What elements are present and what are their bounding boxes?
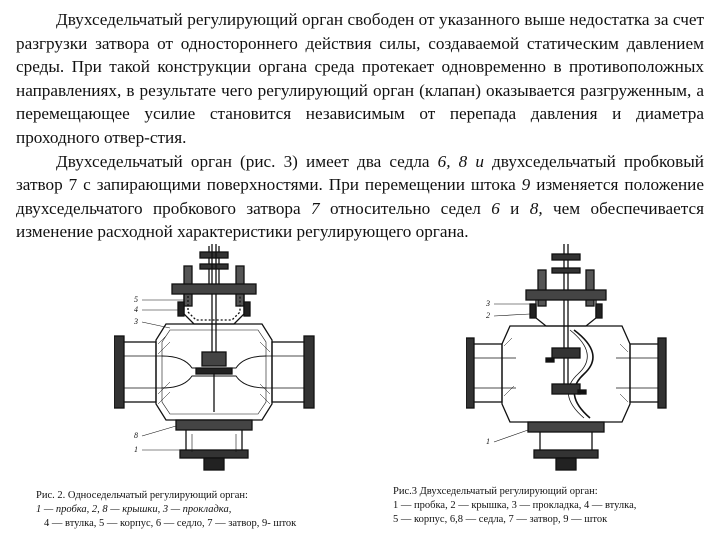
callout-label: 5 <box>134 295 138 304</box>
callout-label: 1 <box>486 437 490 446</box>
caption-legend-line: 1 — пробка, 2 — крышка, 3 — прокладка, 4 — втулка, <box>393 500 637 511</box>
caption-legend-line: 1 — пробка, 2, 8 — крышки, 3 — прокладка, <box>36 504 232 515</box>
caption-title: Рис. 2. Односедельчатый регулирующий орган: <box>36 490 248 501</box>
paragraph-2: Двухседельчатый орган (рис. 3) имеет два седла 6, 8 и двухседельчатый пробковый затвор 7 с запирающими поверхностями. При перемещении штока 9 изменяется положение двухседельчатого пробкового затвора 7 относительно седел 6 и 8, чем обеспечивается изменение расходной характеристики регулирующего органа. <box>16 151 704 242</box>
callout-label: 1 <box>134 445 138 454</box>
callout-label: 3 <box>134 317 138 326</box>
caption-legend-line: 4 — втулка, 5 — корпус, 6 — седло, 7 — затвор, 9- шток <box>44 518 297 529</box>
callout-label: 4 <box>134 305 138 314</box>
double-seat-valve-drawing <box>466 244 676 480</box>
paragraph-1: Двухседельчатый регулирующий орган свободен от указанного выше недостатка за счет разгрузки затвора от одностороннего действия силы, создаваемой статическим давлением среды. При такой конструкции органа среда протекает одновременно в противоположных направлениях, в результате чего регулирующий орган (клапан) оказывается разгруженным, а перемещающее усилие становится независимым от перепада давления и диаметра проходного отвер-стия. <box>16 10 704 147</box>
caption-title: Рис.3 Двухседельчатый регулирующий орган: <box>393 486 598 497</box>
figure-2-caption <box>36 489 356 531</box>
figure-3-caption <box>393 485 713 527</box>
callout-label: 2 <box>486 311 490 320</box>
single-seat-valve-drawing <box>114 244 324 480</box>
body-text <box>16 8 704 244</box>
callout-label: 8 <box>134 431 138 440</box>
callout-label: 3 <box>486 299 490 308</box>
caption-legend-line: 5 — корпус, 6,8 — седла, 7 — затвор, 9 — шток <box>393 514 608 525</box>
